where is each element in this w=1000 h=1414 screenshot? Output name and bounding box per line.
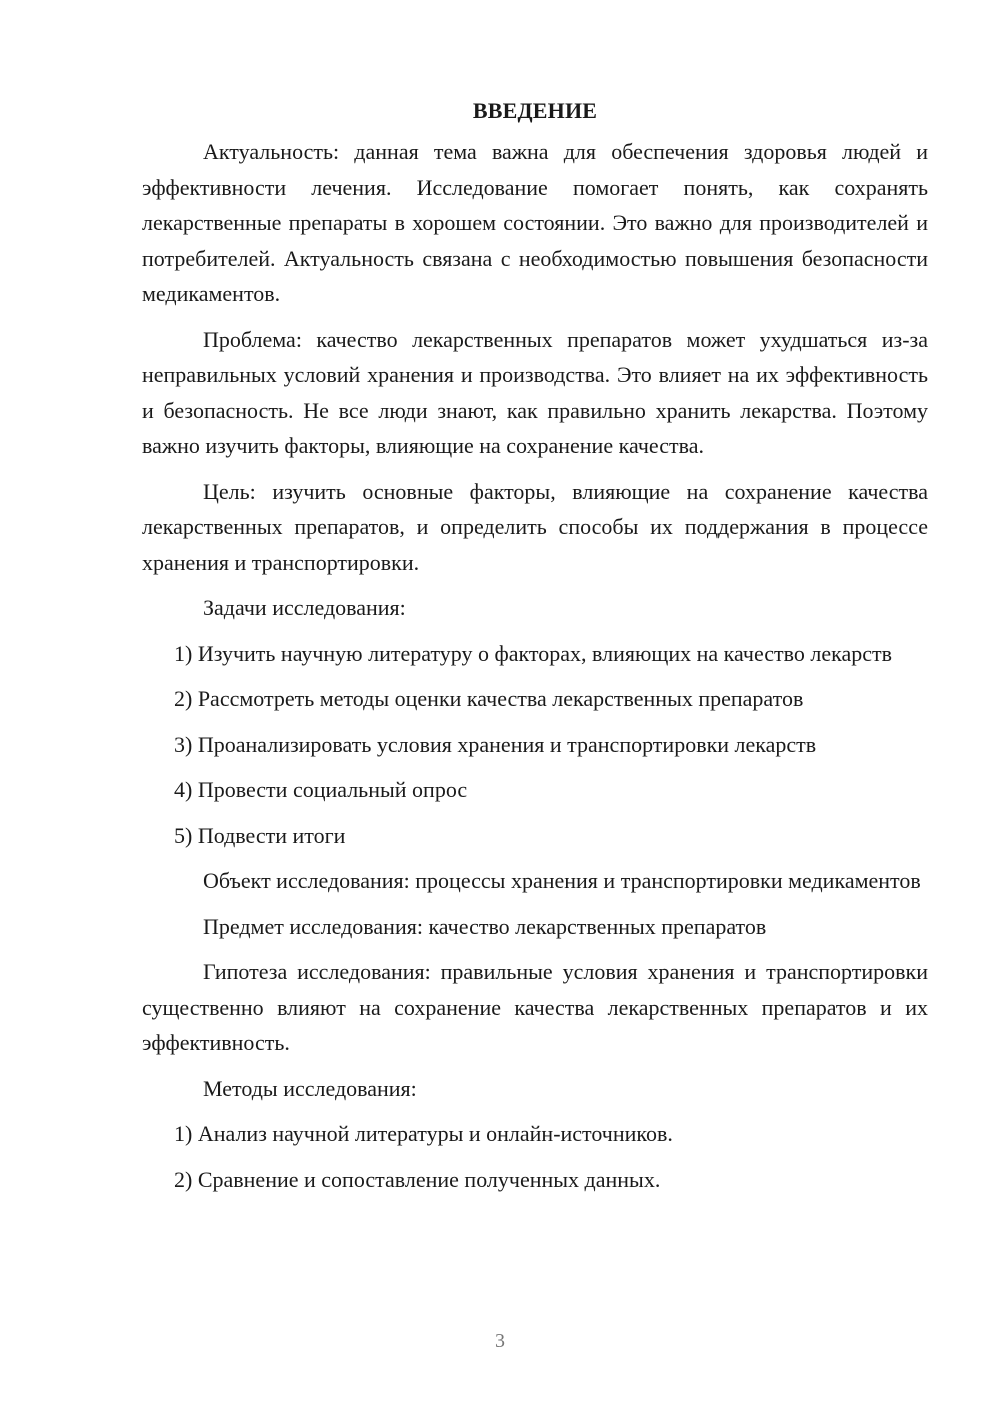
task-item: 3) Проанализировать условия хранения и транспортировки лекарств bbox=[174, 731, 817, 757]
method-item: 1) Анализ научной литературы и онлайн-источников. bbox=[174, 1121, 673, 1146]
task-item: 2) Рассмотреть методы оценки качества лекарственных препаратов bbox=[174, 686, 804, 711]
methods-heading: Методы исследования: bbox=[203, 1075, 417, 1101]
task-item: 5) Подвести итоги bbox=[174, 822, 346, 848]
document-page bbox=[142, 94, 928, 1207]
hypothesis-paragraph: Гипотеза исследования: правильные условия хранения и транспортировки существенно влияют на сохранение качества лекарственных препаратов и их эффективность. bbox=[142, 959, 928, 1055]
page-number: 3 bbox=[495, 1330, 505, 1352]
task-item: 1) Изучить научную литературу о факторах, влияющих на качество лекарств bbox=[174, 640, 893, 666]
goal-paragraph: Цель: изучить основные факторы, влияющие на сохранение качества лекарственных препаратов, и определить способы их поддержания в процессе хранения и транспортировки. bbox=[142, 478, 928, 575]
problem-paragraph: Проблема: качество лекарственных препаратов может ухудшаться из-за неправильных условий хранения и производства. Это влияет на их эффективность и безопасность. Не все люди знают, как правильно хранить лекарства. Поэтому важно изучить факторы, влияющие на сохранение качества. bbox=[142, 326, 928, 458]
section-heading: ВВЕДЕНИЕ bbox=[472, 98, 598, 123]
object-paragraph: Объект исследования: процессы хранения и транспортировки медикаментов bbox=[203, 868, 921, 893]
method-item: 2) Сравнение и сопоставление полученных данных. bbox=[174, 1166, 661, 1192]
relevance-paragraph: Актуальность: данная тема важна для обеспечения здоровья людей и эффективности лечения. Исследование помогает понять, как сохранять лекарственные препараты в хорошем состоянии. Это важно для производителей и потребителей. Актуальность связана с необходимостью повышения безопасности медикаментов. bbox=[142, 139, 928, 306]
tasks-heading: Задачи исследования: bbox=[203, 595, 406, 620]
subject-paragraph: Предмет исследования: качество лекарственных препаратов bbox=[203, 913, 767, 939]
task-item: 4) Провести социальный опрос bbox=[174, 777, 468, 802]
